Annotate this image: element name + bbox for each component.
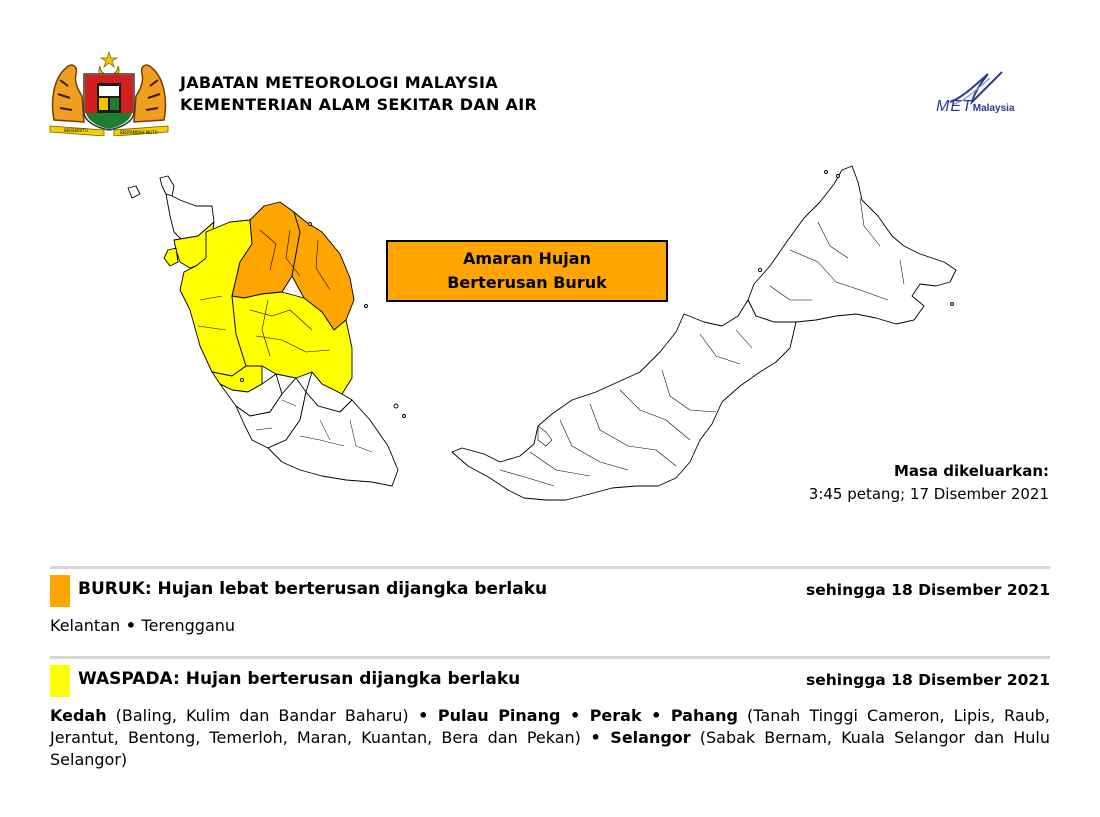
waspada-color-swatch <box>50 665 70 697</box>
waspada-until: sehingga 18 Disember 2021 <box>806 671 1050 689</box>
met-malaysia-logo <box>936 68 1048 120</box>
area-state: Perak <box>589 706 642 725</box>
crest-motto-right: BERTAMBAH MUTU <box>120 130 158 135</box>
area-detail: (Tanah Tinggi Cameron, Lipis, Raub, Jerantut, Bentong, Temerloh, Maran, Kuantan, Bera dan Pekan) <box>50 706 1051 747</box>
agency-title <box>180 72 537 116</box>
buruk-color-swatch <box>50 575 70 607</box>
area-state: Kedah <box>50 706 107 725</box>
area-detail: (Sabak Bernam, Kuala Selangor dan Hulu Selangor) <box>50 728 1051 769</box>
warning-title-line2: Berterusan Buruk <box>447 273 607 292</box>
region-sabah <box>748 166 956 324</box>
region-perlis <box>160 176 174 196</box>
agency-name: JABATAN METEOROLOGI MALAYSIA <box>180 73 498 92</box>
section-divider <box>50 566 1050 569</box>
area-separator: • <box>580 728 611 747</box>
met-logo-text <box>936 98 1014 116</box>
area-separator: • <box>641 706 671 725</box>
crest-motto-left: BERSEKUTU <box>64 128 88 133</box>
peninsular-malaysia-map <box>128 176 406 486</box>
area-separator: • <box>560 706 590 725</box>
region-pulau-pinang <box>164 248 178 266</box>
issued-label: Masa dikeluarkan: <box>893 462 1049 480</box>
issued-time-block <box>809 460 1049 506</box>
waspada-section <box>50 656 1050 771</box>
region-langkawi <box>128 186 140 198</box>
region-sarawak <box>452 300 796 500</box>
buruk-header <box>50 573 1050 607</box>
buruk-section <box>50 566 1050 637</box>
area-state: Selangor <box>610 728 691 747</box>
waspada-areas <box>50 705 1050 771</box>
area-state: Kelantan <box>50 616 121 635</box>
buruk-areas <box>50 615 1050 637</box>
area-separator: • <box>120 616 142 635</box>
warning-title-line1: Amaran Hujan <box>463 249 591 268</box>
issued-time: 3:45 petang; 17 Disember 2021 <box>808 485 1049 503</box>
buruk-until: sehingga 18 Disember 2021 <box>806 581 1050 599</box>
coat-of-arms-logo <box>48 50 170 136</box>
area-detail: (Baling, Kulim dan Bandar Baharu) <box>106 706 409 725</box>
waspada-header <box>50 663 1050 697</box>
waspada-title: WASPADA: Hujan berterusan dijangka berlaku <box>78 669 521 689</box>
borneo-malaysia-map <box>452 166 956 500</box>
buruk-title: BURUK: Hujan lebat berterusan dijangka berlaku <box>78 579 548 599</box>
area-state: Terengganu <box>141 616 236 635</box>
met-logo-met: MET <box>936 98 973 115</box>
section-divider <box>50 656 1050 659</box>
area-state: Pulau Pinang <box>437 706 561 725</box>
area-separator: • <box>408 706 438 725</box>
met-logo-malaysia: Malaysia <box>972 103 1015 114</box>
malaysia-map <box>120 160 970 510</box>
warning-title-box <box>386 240 668 302</box>
ministry-name: KEMENTERIAN ALAM SEKITAR DAN AIR <box>180 95 538 114</box>
header <box>48 50 1058 140</box>
area-state: Pahang <box>670 706 738 725</box>
